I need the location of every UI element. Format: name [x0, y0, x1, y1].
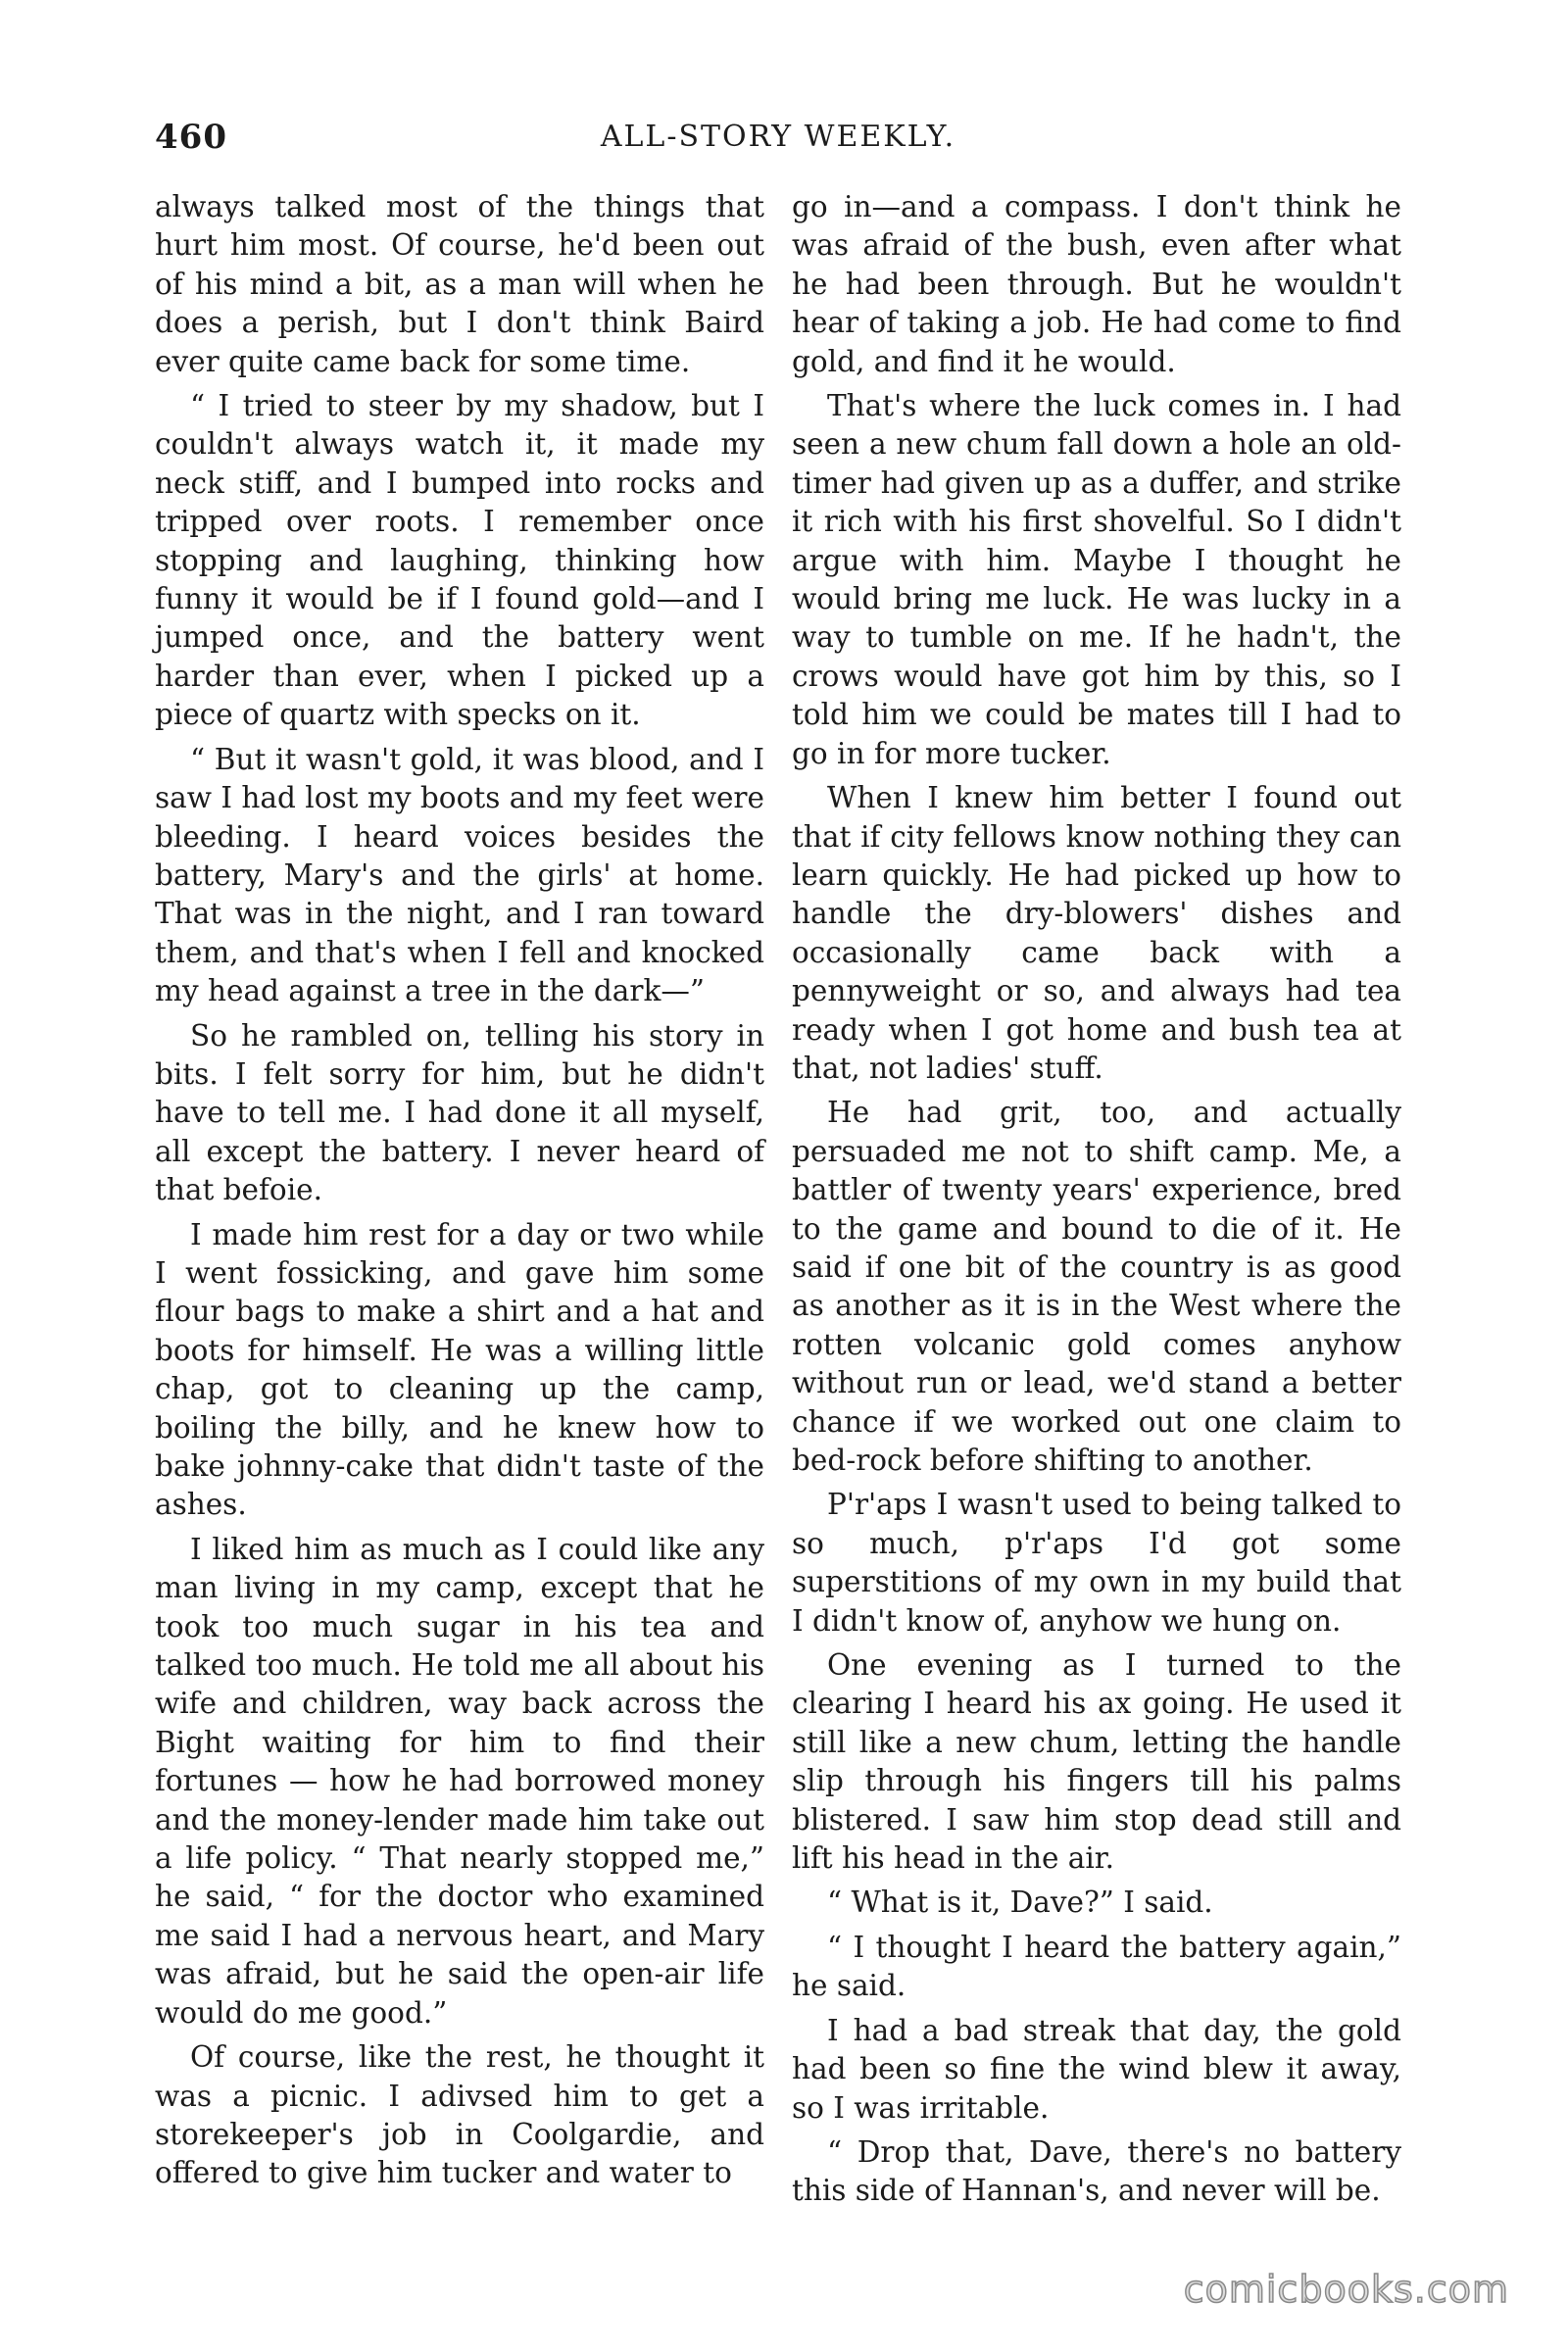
running-head: ALL-STORY WEEKLY.: [600, 120, 956, 154]
paragraph: “ What is it, Dave?” I said.: [827, 1886, 1213, 1920]
paragraph: “ I thought I heard the battery again,” he said.: [792, 1930, 1401, 2003]
paragraph: So he rambled on, telling his story in bits. I felt sorry for him, but he didn't have to tell me. I had done it all myself, all except the battery. I never heard of that befoie.: [155, 1018, 764, 1207]
watermark: comicbooks.com: [1183, 2268, 1509, 2311]
paragraph: Of course, like the rest, he thought it was a picnic. I adivsed him to get a storekeeper's job in Coolgardie, and offered to give him tucker and water to: [155, 2040, 764, 2190]
paragraph: He had grit, too, and actually persuaded me not to shift camp. Me, a battler of twenty years' experience, bred to the game and bound to die of it. He said if one bit of the country is as good as another as it is in the West where the rotten volcanic gold comes anyhow without run or lead, we'd stand a better chance if we worked out one claim to bed-rock before shifting to another.: [792, 1096, 1401, 1477]
paragraph: One evening as I turned to the clearing I heard his ax going. He used it still like a new chum, letting the handle slip through his fingers till his palms blistered. I saw him stop dead still and lift his head in the air.: [792, 1648, 1401, 1876]
paragraph: P'r'aps I wasn't used to being talked to so much, p'r'aps I'd got some superstitions of my own in my build that I didn't know of, anyhow we hung on.: [792, 1488, 1401, 1638]
left-column: [155, 188, 764, 2199]
paragraph: “ Drop that, Dave, there's no battery this side of Hannan's, and never will be.: [792, 2134, 1401, 2208]
paragraph: I liked him as much as I could like any man living in my camp, except that he took too much sugar in his tea and talked too much. He told me all about his wife and children, way back across the Bight waiting for him to find their fortunes — how he had borrowed money and the money-lender made him take out a life policy. “ That nearly stopped me,” he said, “ for the doctor who examined me said I had a nervous heart, and Mary was afraid, but he said the open-air life would do me good.”: [155, 1532, 764, 2030]
paragraph: go in—and a compass. I don't think he was afraid of the bush, even after what he had been through. But he wouldn't hear of taking a job. He had come to find gold, and find it he would.: [792, 190, 1401, 378]
paragraph: I had a bad streak that day, the gold had been so fine the wind blew it away, so I was irritable.: [792, 2013, 1401, 2125]
paragraph: “ But it wasn't gold, it was blood, and I saw I had lost my boots and my feet were bleeding. I heard voices besides the battery, Mary's and the girls' at home. That was in the night, and I ran toward them, and that's when I fell and knocked my head against a tree in the dark—”: [155, 742, 764, 1008]
paragraph: That's where the luck comes in. I had seen a new chum fall down a hole an old-timer had given up as a duffer, and strike it rich with his first shovelful. So I didn't argue with him. Maybe I thought he would bring me luck. He was lucky in a way to tumble on me. If he hadn't, the crows would have got him by this, so I told him we could be mates till I had to go in for more tucker.: [792, 389, 1401, 770]
paragraph: “ I tried to steer by my shadow, but I couldn't always watch it, it made my neck stiff, and I bumped into rocks and tripped over roots. I remember once stopping and laughing, thinking how funny it would be if I found gold—and I jumped once, and the battery went harder than ever, when I picked up a piece of quartz with specks on it.: [155, 389, 764, 732]
paragraph: always talked most of the things that hurt him most. Of course, he'd been out of his mind a bit, as a man will when he does a perish, but I don't think Baird ever quite came back for some time.: [155, 190, 764, 378]
paragraph: When I knew him better I found out that if city fellows know nothing they can learn quickly. He had picked up how to handle the dry-blowers' dishes and occasionally came back with a pennyweight or so, and always had tea ready when I got home and bush tea at that, not ladies' stuff.: [792, 781, 1401, 1085]
paragraph: I made him rest for a day or two while I went fossicking, and gave him some flour bags to make a shirt and a hat and boots for himself. He was a willing little chap, got to cleaning up the camp, boiling the billy, and he knew how to bake johnny-cake that didn't taste of the ashes.: [155, 1217, 764, 1522]
page-header: [155, 118, 1401, 172]
page-number: 460: [155, 118, 227, 157]
right-column: [792, 188, 1401, 2217]
